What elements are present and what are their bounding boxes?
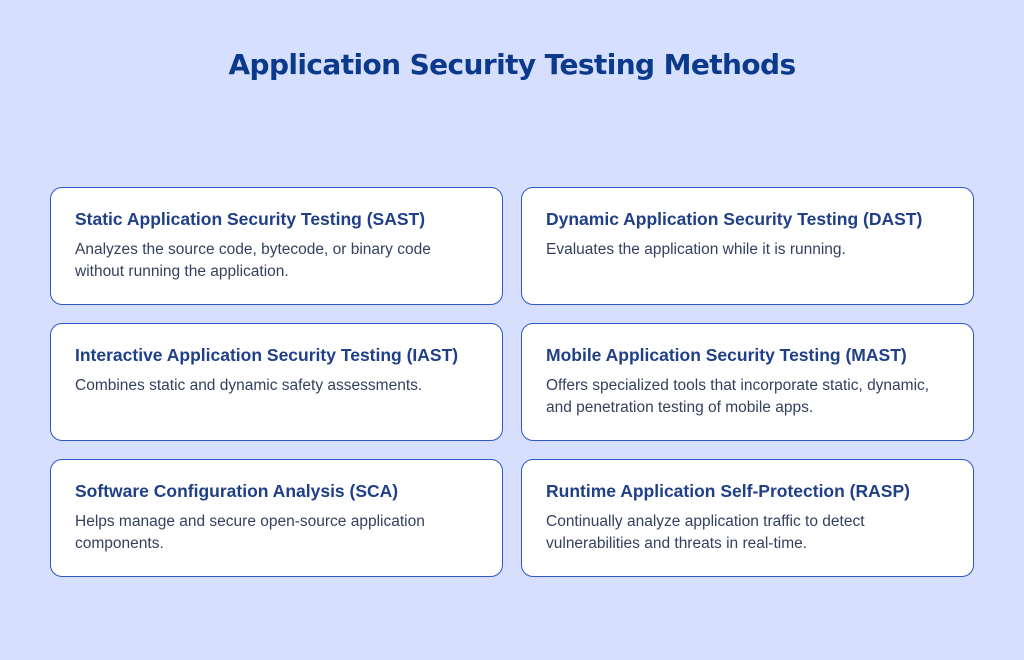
method-card-title: Dynamic Application Security Testing (DAST)	[546, 209, 923, 229]
method-card-description: Evaluates the application while it is running.	[546, 241, 846, 258]
method-card-sca	[50, 459, 503, 577]
method-card-description: Continually analyze application traffic to detect vulnerabilities and threats in real-time.	[546, 513, 865, 552]
method-card-description: Analyzes the source code, bytecode, or binary code without running the application.	[75, 241, 431, 280]
method-card-description: Combines static and dynamic safety assessments.	[75, 377, 423, 394]
methods-grid	[50, 187, 974, 577]
page-title: Application Security Testing Methods	[228, 48, 796, 81]
method-card-title: Mobile Application Security Testing (MAST)	[546, 345, 907, 365]
method-card-rasp	[521, 459, 974, 577]
method-card-iast	[50, 323, 503, 441]
method-card-title: Static Application Security Testing (SAST)	[75, 209, 426, 229]
method-card-title: Interactive Application Security Testing (IAST)	[75, 345, 459, 365]
method-card-sast	[50, 187, 503, 305]
method-card-title: Software Configuration Analysis (SCA)	[75, 481, 399, 501]
method-card-dast	[521, 187, 974, 305]
method-card-mast	[521, 323, 974, 441]
method-card-title: Runtime Application Self-Protection (RASP)	[546, 481, 910, 501]
method-card-description: Helps manage and secure open-source application components.	[75, 513, 425, 552]
method-card-description: Offers specialized tools that incorporate static, dynamic, and penetration testing of mobile apps.	[546, 377, 930, 416]
